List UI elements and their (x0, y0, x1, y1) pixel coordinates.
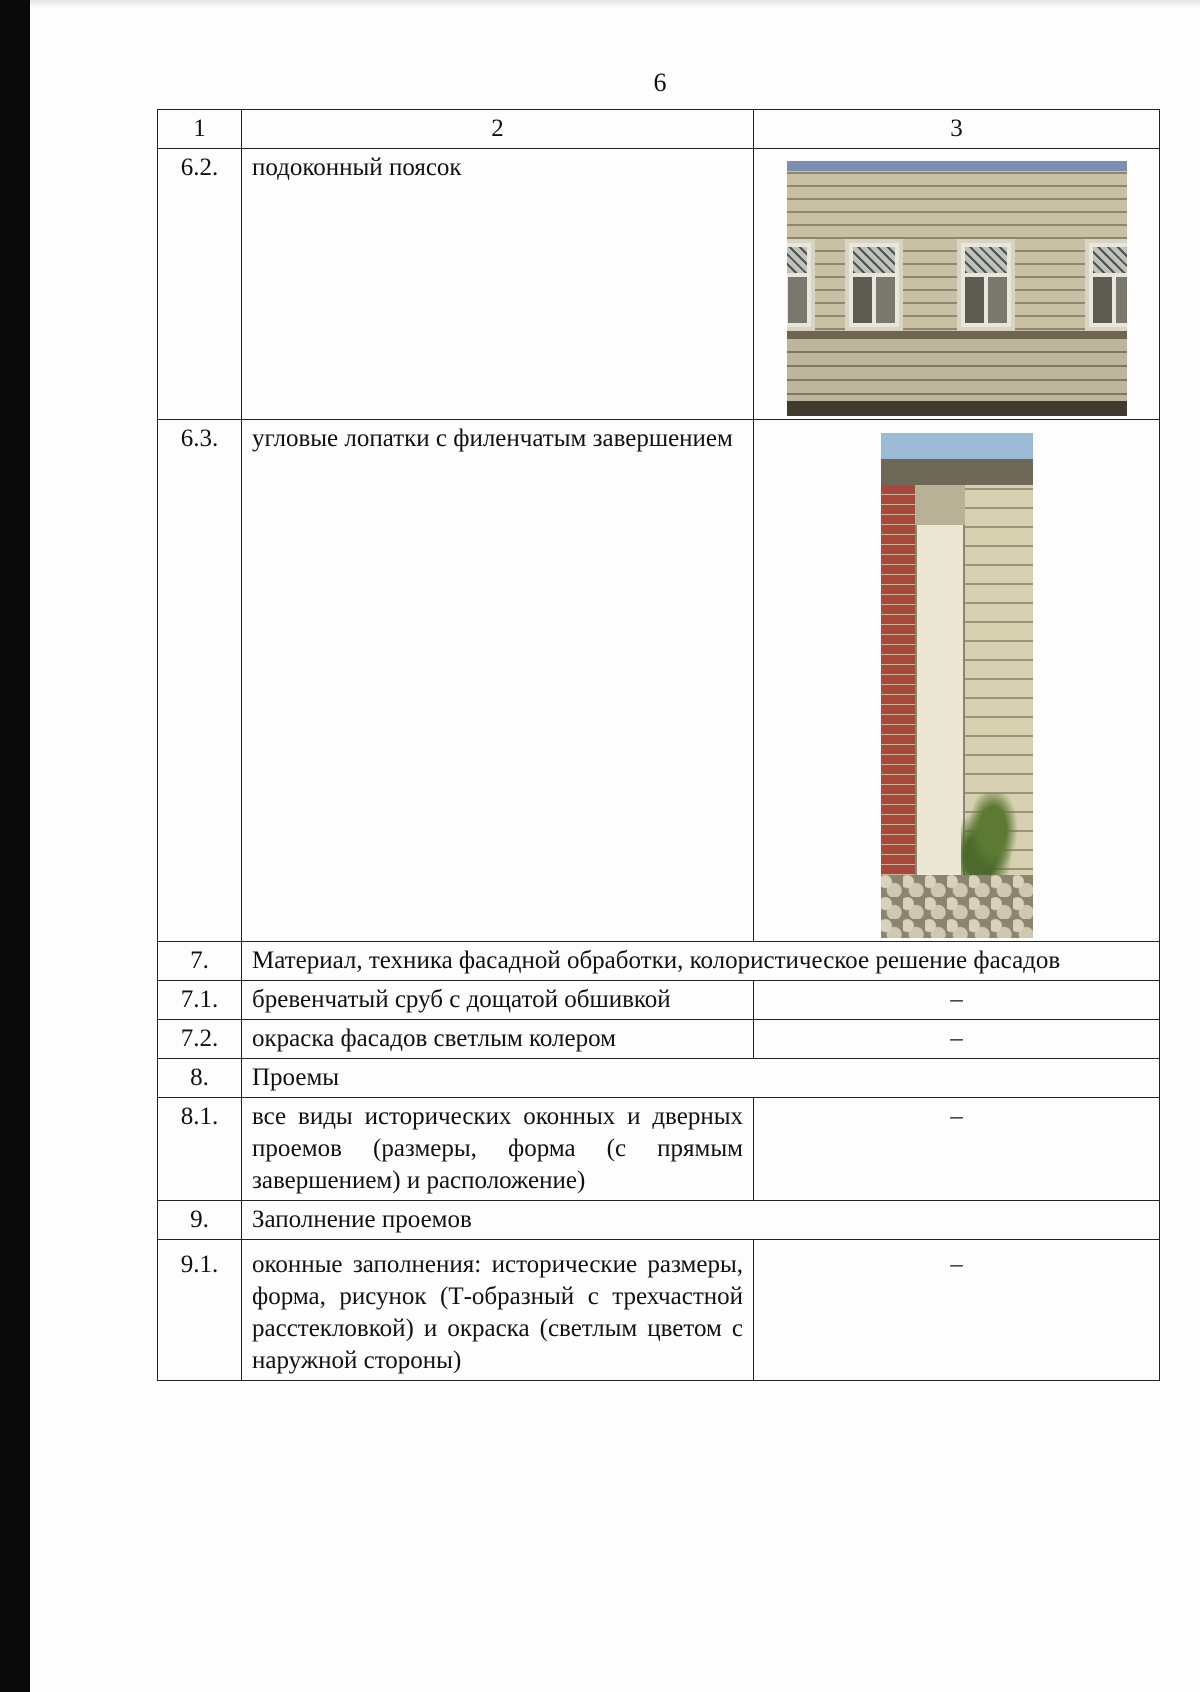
table-row (158, 149, 1160, 420)
table-row (158, 1240, 1160, 1381)
row-image-cell (754, 149, 1160, 420)
row-number: 7.1. (158, 981, 242, 1020)
table-row (158, 1059, 1160, 1098)
table-row (158, 942, 1160, 981)
photo-wooden-facade-with-windows (787, 161, 1127, 416)
row-text: подоконный поясок (242, 149, 754, 420)
row-number: 7.2. (158, 1020, 242, 1059)
row-value: – (754, 1240, 1160, 1381)
page-number: 6 (653, 68, 667, 97)
row-value: – (754, 1098, 1160, 1201)
items-table (157, 109, 1160, 1381)
row-text: Проемы (242, 1059, 1160, 1098)
row-value: – (754, 981, 1160, 1020)
row-text: все виды исторических оконных и дверных проемов (размеры, форма (с прямым завершением) и расположение) (242, 1098, 754, 1201)
photo-corner-pilaster (881, 433, 1033, 938)
row-number: 9. (158, 1201, 242, 1240)
table-row (158, 1020, 1160, 1059)
row-text: Заполнение проемов (242, 1201, 1160, 1240)
row-text: бревенчатый сруб с дощатой обшивкой (242, 981, 754, 1020)
header-col-2: 2 (242, 110, 754, 149)
scan-top-edge (30, 0, 1200, 8)
table-row (158, 1098, 1160, 1201)
row-number: 9.1. (158, 1240, 242, 1381)
row-text: окраска фасадов светлым колером (242, 1020, 754, 1059)
row-image-cell (754, 420, 1160, 942)
row-text: Материал, техника фасадной обработки, колористическое решение фасадов (242, 942, 1160, 981)
row-number: 7. (158, 942, 242, 981)
row-value: – (754, 1020, 1160, 1059)
row-number: 6.3. (158, 420, 242, 942)
scan-left-edge (0, 0, 30, 1692)
header-col-3: 3 (754, 110, 1160, 149)
row-number: 6.2. (158, 149, 242, 420)
header-col-1: 1 (158, 110, 242, 149)
table-row (158, 1201, 1160, 1240)
table-row (158, 420, 1160, 942)
row-number: 8.1. (158, 1098, 242, 1201)
row-text: угловые лопатки с филенчатым завершением (242, 420, 754, 942)
row-text: оконные заполнения: исторические размеры, форма, рисунок (Т-образный с трехчастной расстекловкой) и окраска (светлым цветом с наружной стороны) (242, 1240, 754, 1381)
row-number: 8. (158, 1059, 242, 1098)
table-header-row (158, 110, 1160, 149)
table-row (158, 981, 1160, 1020)
